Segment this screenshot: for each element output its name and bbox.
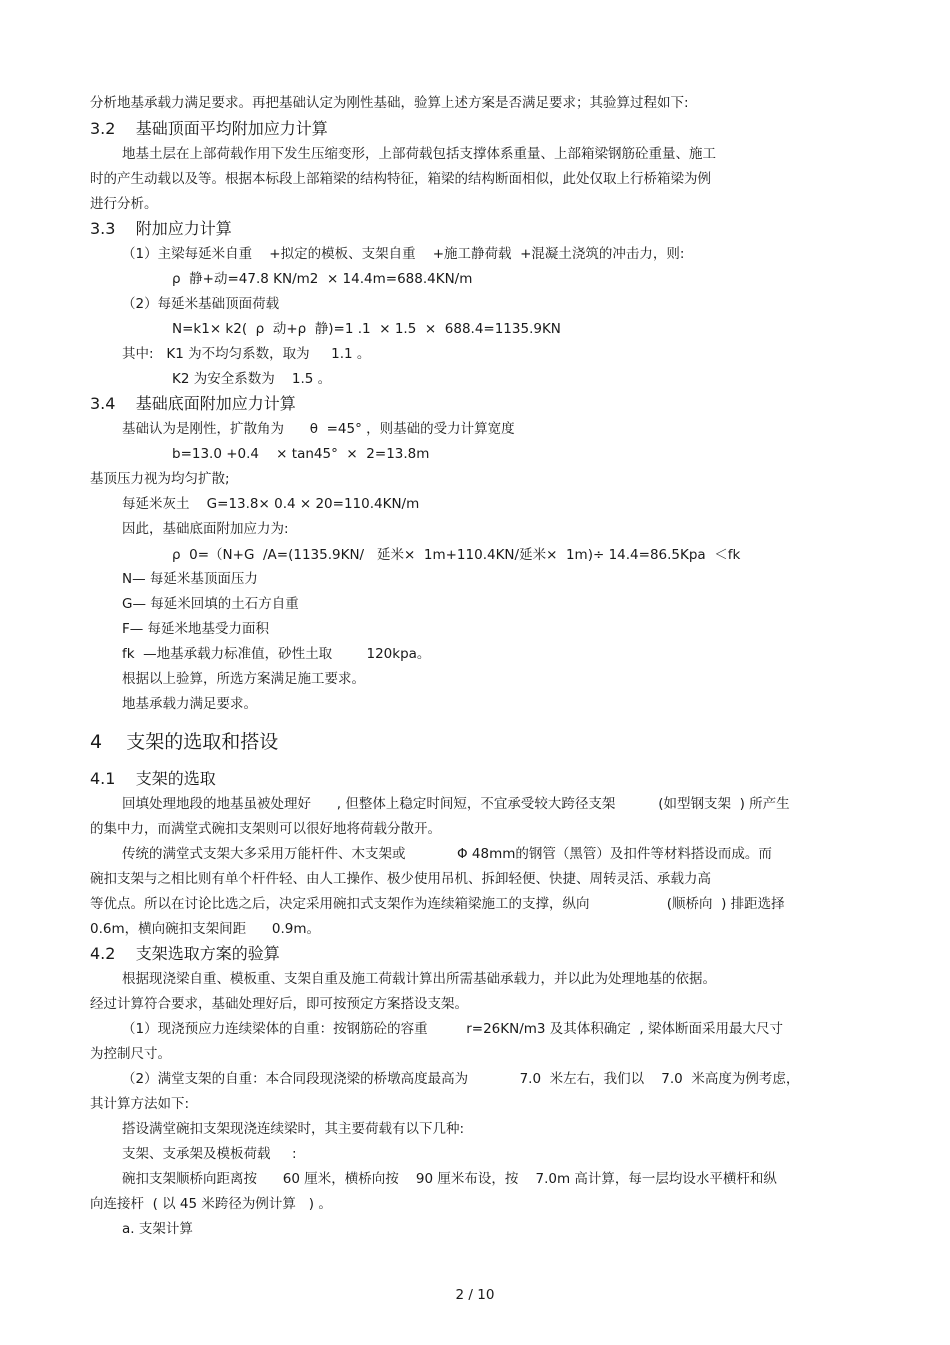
text-line: 碗扣支架与之相比则有单个杆件轻、由人工操作、极少使用吊机、拆卸轻便、快捷、周转灵活、承载力高 <box>90 871 711 887</box>
text-line: 的集中力，而满堂式碗扣支架则可以很好地将荷载分散开。 <box>90 821 441 837</box>
text-line: 其中: K1 为不均匀系数，取为 1.1 。 <box>122 346 371 362</box>
formula-line: ρ 0=（N+G /A=(1135.9KN/ 延米× 1m+110.4KN/延米× 1m)÷ 14.4=86.5Kpa ＜fk <box>172 547 741 563</box>
text-line: 为控制尺寸。 <box>90 1046 171 1062</box>
text-line: G— 每延米回填的土石方自重 <box>122 596 299 612</box>
text-line: （1）主梁每延米自重 +拟定的模板、支架自重 +施工静荷载 +混凝土浇筑的冲击力，则: <box>122 246 685 262</box>
formula-line: N=k1× k2( ρ 动+ρ 静)=1 .1 × 1.5 × 688.4=1135.9KN <box>172 321 561 337</box>
text-line: 分析地基承载力满足要求。再把基础认定为刚性基础，验算上述方案是否满足要求；其验算过程如下: <box>90 95 689 111</box>
text-line: 基础认为是刚性，扩散角为 θ =45° ，则基础的受力计算宽度 <box>122 421 515 437</box>
text-line: 向连接杆 ( 以 45 米跨径为例计算 ) 。 <box>90 1196 332 1212</box>
text-line: 根据以上验算，所选方案满足施工要求。 <box>122 671 365 687</box>
text-line: 搭设满堂碗扣支架现浇连续梁时，其主要荷载有以下几种: <box>122 1121 465 1137</box>
text-line: 等优点。所以在讨论比选之后，决定采用碗扣式支架作为连续箱梁施工的支撑，纵向 (顺桥向 ) 排距选择 <box>90 896 785 912</box>
text-line: 因此，基础底面附加应力为: <box>122 521 289 537</box>
text-line: 碗扣支架顺桥向距离按 60 厘米，横桥向按 90 厘米布设，按 7.0m 高计算，每一层均设水平横杆和纵 <box>122 1171 777 1187</box>
text-line: 根据现浇梁自重、模板重、支架自重及施工荷载计算出所需基础承载力，并以此为处理地基的依据。 <box>122 971 716 987</box>
text-line: 0.6m，横向碗扣支架间距 0.9m。 <box>90 921 320 937</box>
text-line: 进行分析。 <box>90 196 158 212</box>
text-line: （2）满堂支架的自重：本合同段现浇梁的桥墩高度最高为 7.0 米左右，我们以 7.0 米高度为例考虑， <box>122 1071 800 1087</box>
section-heading: 4.1 支架的选取 <box>90 769 216 788</box>
text-line: 支架、支承架及模板荷载 : <box>122 1146 297 1162</box>
text-line: 传统的满堂式支架大多采用万能杆件、木支架或 Φ 48mm的钢管（黑管）及扣件等材料搭设而成。而 <box>122 846 772 862</box>
text-line: N— 每延米基顶面压力 <box>122 571 258 587</box>
text-line: 地基承载力满足要求。 <box>122 696 257 712</box>
section-heading: 3.4 基础底面附加应力计算 <box>90 394 296 413</box>
section-heading: 4.2 支架选取方案的验算 <box>90 944 280 963</box>
text-line: fk —地基承载力标准值，砂性土取 120kpa。 <box>122 646 431 662</box>
section-heading: 3.2 基础顶面平均附加应力计算 <box>90 119 328 138</box>
chapter-heading: 4 支架的选取和搭设 <box>90 731 279 753</box>
text-line: a. 支架计算 <box>122 1221 193 1237</box>
text-line: （1）现浇预应力连续梁体的自重：按钢筋砼的容重 r=26KN/m3 及其体积确定 , 梁体断面采用最大尺寸 <box>122 1021 783 1037</box>
text-line: K2 为安全系数为 1.5 。 <box>172 371 332 387</box>
page-number: 2 / 10 <box>455 1287 495 1303</box>
text-line: 经过计算符合要求，基础处理好后，即可按预定方案搭设支架。 <box>90 996 468 1012</box>
text-line: 其计算方法如下: <box>90 1096 190 1112</box>
text-line: 基顶压力视为均匀扩散; <box>90 471 230 487</box>
text-line: F— 每延米地基受力面积 <box>122 621 270 637</box>
text-line: 时的产生动载以及等。根据本标段上部箱梁的结构特征，箱梁的结构断面相似，此处仅取上行桥箱梁为例 <box>90 171 711 187</box>
formula-line: 每延米灰土 G=13.8× 0.4 × 20=110.4KN/m <box>122 496 420 512</box>
text-line: （2）每延米基础顶面荷载 <box>122 296 280 312</box>
text-line: 地基土层在上部荷载作用下发生压缩变形，上部荷载包括支撑体系重量、上部箱梁钢筋砼重量、施工 <box>122 146 716 162</box>
section-heading: 3.3 附加应力计算 <box>90 219 232 238</box>
formula-line: b=13.0 +0.4 × tan45° × 2=13.8m <box>172 446 430 462</box>
text-line: 回填处理地段的地基虽被处理好 , 但整体上稳定时间短，不宜承受较大跨径支架 (如型钢支架 ) 所产生 <box>122 796 790 812</box>
formula-line: ρ 静+动=47.8 KN/m2 × 14.4m=688.4KN/m <box>172 271 473 287</box>
